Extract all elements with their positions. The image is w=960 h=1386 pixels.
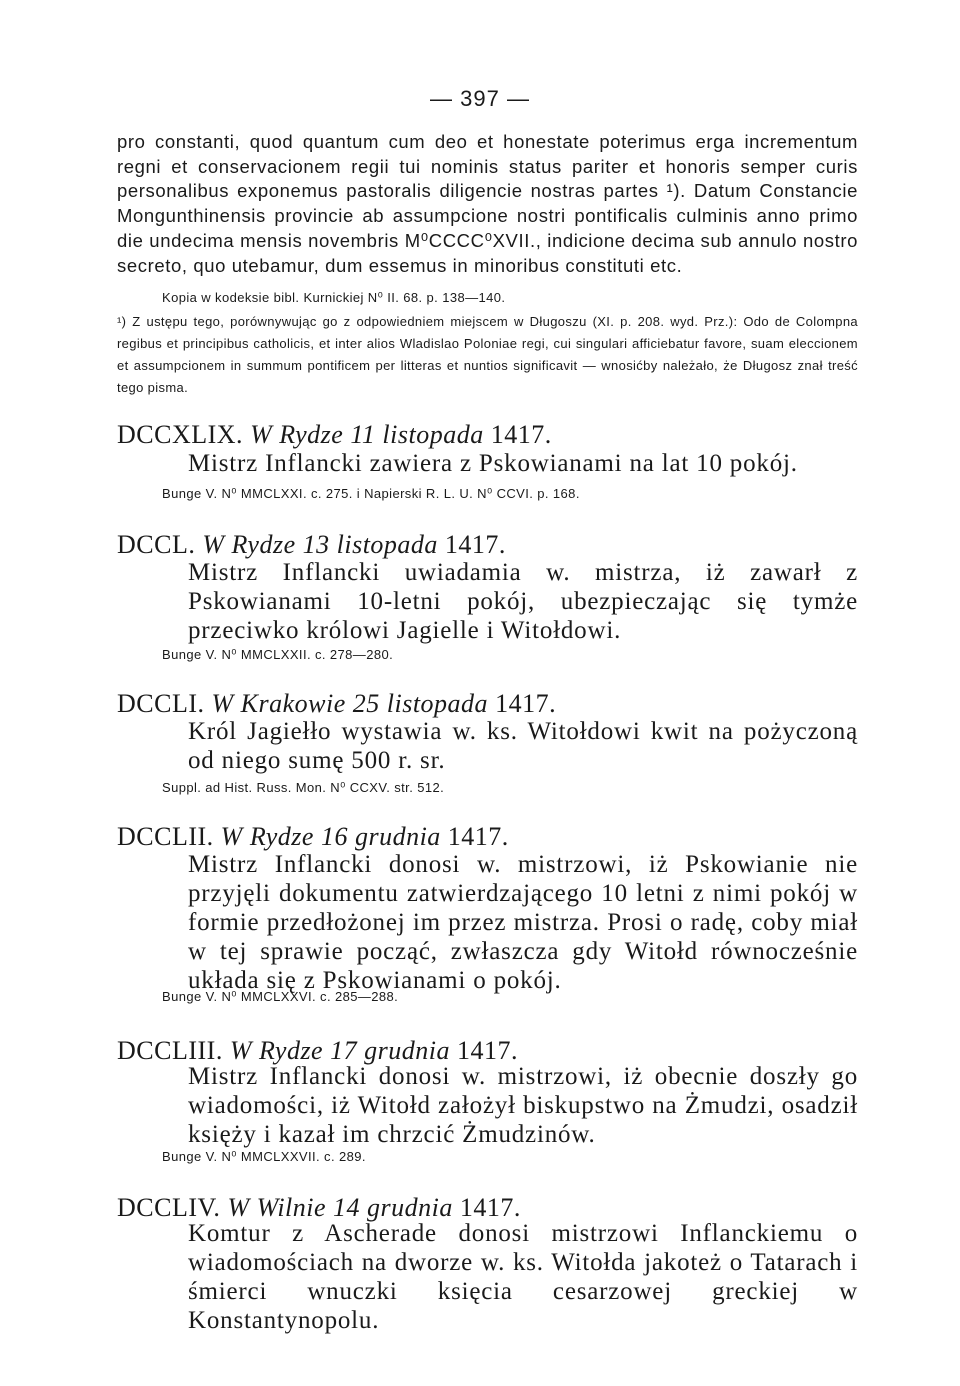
entry-place: W Rydze	[229, 1036, 324, 1065]
footnote: ¹) Z ustępu tego, porównywując go z odpowiedniem miejscem w Długoszu (XI. p. 208. wyd. Prz.): Odo de Colompna regibus et principibus catholicis, et inter alios Wladislao Poloniae regi, cui singulari afficiebatur favore, suam eleccionem et assumpcionem in summum pontificem per litteras et nuntios significavit — wnosićby należało, że Długosz znał treść tego pisma.	[117, 314, 858, 395]
entry-date: 16 grudnia	[320, 822, 441, 851]
entry-summary: Mistrz Inflancki zawiera z Pskowianami na lat 10 pokój.	[188, 450, 798, 477]
entry-date: 13 listopada	[302, 530, 438, 559]
entry-number: DCCL.	[117, 530, 196, 559]
entry-place: W Krakowie	[211, 689, 346, 718]
entry-number: DCCLII.	[117, 822, 214, 851]
entry-summary: Mistrz Inflancki uwiadamia w. mistrza, iż zawarł z Pskowianami 10-letni pokój, ubezpieczając się tymże przeciwko królowi Jagielle i Witołdowi.	[188, 559, 858, 644]
entry-year: 1417.	[444, 530, 506, 559]
entry-summary: Mistrz Inflancki donosi w. mistrzowi, iż obecnie doszły go wiadomości, iż Witołd założył biskupstwo na Żmudzi, osadził księży i kazał im chrzcić Żmudzinów.	[188, 1063, 858, 1148]
entry-number: DCCXLIX.	[117, 420, 244, 449]
entry-year: 1417.	[495, 689, 557, 718]
entry-heading	[117, 420, 552, 450]
entry-number: DCCLIII.	[117, 1036, 223, 1065]
entry-heading	[117, 689, 556, 719]
entry-year: 1417.	[447, 822, 509, 851]
entry-date: 17 grudnia	[330, 1036, 450, 1065]
entry-number: DCCLIV.	[117, 1193, 221, 1222]
entry-source: Suppl. ad Hist. Russ. Mon. N⁰ CCXV. str. 512.	[162, 780, 445, 795]
entry-place: W Wilnie	[227, 1193, 327, 1222]
entry-heading	[117, 822, 509, 852]
entry-source: Bunge V. N⁰ MMCLXXI. c. 275. i Napierski R. L. U. N⁰ CCVI. p. 168.	[162, 486, 580, 501]
entry-place: W Rydze	[250, 420, 344, 449]
page-number: — 397 —	[430, 86, 530, 111]
entry-heading	[117, 530, 506, 560]
entry-year: 1417.	[459, 1193, 521, 1222]
entry-date: 11 listopada	[350, 420, 484, 449]
entry-place: W Rydze	[202, 530, 296, 559]
entry-date: 25 listopada	[352, 689, 489, 718]
entry-year: 1417.	[490, 420, 552, 449]
continuation-source: Kopia w kodeksie bibl. Kurnickiej N⁰ II. 68. p. 138—140.	[162, 290, 506, 305]
entry-year: 1417.	[456, 1036, 518, 1065]
entry-source: Bunge V. N⁰ MMCLXXVI. c. 285—288.	[162, 989, 399, 1004]
entry-source: Bunge V. N⁰ MMCLXXII. c. 278—280.	[162, 647, 394, 662]
entry-date: 14 grudnia	[333, 1193, 453, 1222]
continuation-text: pro constanti, quod quantum cum deo et honestate poterimus erga incrementum regni et conservacionem regii tui nominis status pariter et honoris semper curis personalibus exponemus pastoralis diligencie nostras partes ¹). Datum Constancie Mongunthinensis provincie ab assumpcione nostri pontificalis culminis anno primo die undecima mensis novembris M⁰CCCC⁰XVII., indicione decima sub annulo nostro secreto, quo utebamur, dum essemus in minoribus constituti etc.	[117, 131, 858, 276]
entry-source: Bunge V. N⁰ MMCLXXVII. c. 289.	[162, 1149, 366, 1164]
entry-summary: Król Jagiełło wystawia w. ks. Witołdowi kwit na pożyczoną od niego sumę 500 r. sr.	[188, 718, 858, 774]
entry-place: W Rydze	[220, 822, 314, 851]
entry-summary: Mistrz Inflancki donosi w. mistrzowi, iż Pskowianie nie przyjęli dokumentu zatwierdzającego 10 letni z nimi pokój w formie przedłożonej im przez mistrza. Prosi o radę, coby miał w tej sprawie począć, zwłaszcza gdy Witołd równocześnie układa się z Pskowianami o pokój.	[188, 851, 858, 994]
entry-number: DCCLI.	[117, 689, 205, 718]
entry-summary: Komtur z Ascherade donosi mistrzowi Inflanckiemu o wiadomościach na dworze w. ks. Witołda jakoteż o Tatarach i śmierci wnuczki księcia cesarzowej greckiej w Konstantynopolu.	[188, 1220, 858, 1334]
